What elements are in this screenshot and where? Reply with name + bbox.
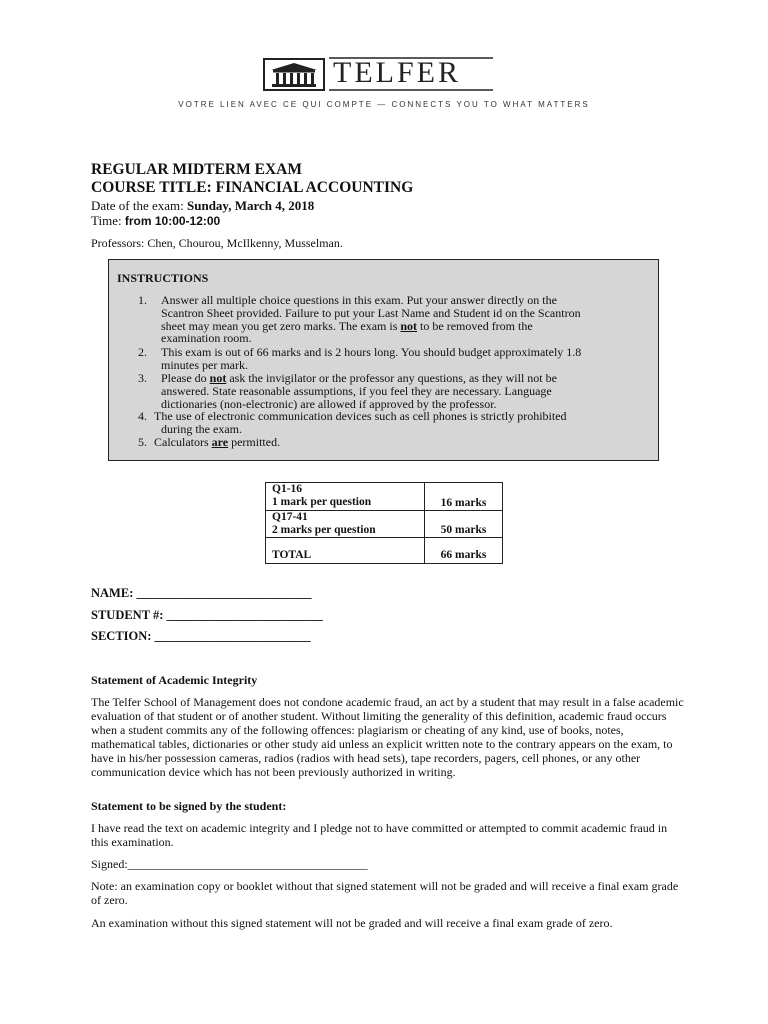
instruction-fragment: to be removed from the bbox=[417, 318, 533, 333]
final-paragraph: An examination without this signed statement will not be graded and will receive a final exam grade of zero. bbox=[91, 916, 613, 930]
integrity-paragraph: The Telfer School of Management does not condone academic fraud, an act by a student that may result in a false academic evaluation of that student or of another student. Without limiting the generality of this definition, academic fraud occurs when a student commits any of the following offences: plagiarism or cheating of any kind, use of books, notes, mathematical tables, dictionaries or other study aid unless an explicit written note to the contrary appears on the exam, to have in his/her possession cameras, radios (radios with head sets), tape recorders, pagers, cell phones, or any other communication device which has not been previously authorized in writing. bbox=[91, 695, 684, 779]
course-title: COURSE TITLE: FINANCIAL ACCOUNTING bbox=[91, 179, 414, 196]
row-sublabel: 1 mark per question bbox=[272, 496, 372, 508]
table-row bbox=[266, 483, 503, 511]
table-cell bbox=[266, 483, 425, 511]
exam-date-value: Sunday, March 4, 2018 bbox=[187, 198, 315, 213]
marks-table bbox=[265, 482, 503, 564]
row-sublabel: 2 marks per question bbox=[272, 524, 376, 536]
name-field[interactable]: NAME: ____________________________ bbox=[91, 586, 312, 600]
table-row bbox=[266, 511, 503, 538]
instruction-text: Scantron Sheet provided. Failure to put your Last Name and Student id on the Scantron bbox=[161, 305, 581, 320]
instruction-text: dictionaries (non-electronic) are allowed if approved by the professor. bbox=[161, 396, 497, 411]
exam-time-value: from 10:00-12:00 bbox=[124, 214, 221, 228]
instruction-number: 3. bbox=[138, 371, 147, 385]
instruction-text bbox=[161, 372, 557, 385]
instruction-text: answered. State reasonable assumptions, if you feel they are necessary. Language bbox=[161, 383, 552, 398]
table-cell: 66 marks bbox=[425, 538, 503, 564]
exam-date bbox=[91, 198, 314, 214]
instruction-text: Answer all multiple choice questions in this exam. Put your answer directly on the bbox=[161, 293, 557, 307]
instructions-title: INSTRUCTIONS bbox=[117, 271, 209, 285]
instruction-text: minutes per mark. bbox=[161, 357, 248, 372]
row-label: Q17-41 bbox=[272, 511, 308, 523]
instruction-text: during the exam. bbox=[161, 421, 242, 436]
table-cell bbox=[266, 511, 425, 538]
instruction-fragment: sheet may mean you get zero marks. The exam is bbox=[161, 318, 401, 333]
emphasis-are: are bbox=[211, 435, 229, 449]
exam-date-label: Date of the exam: bbox=[91, 198, 188, 213]
student-number-field[interactable]: STUDENT #: _________________________ bbox=[91, 608, 323, 622]
emphasis-not: not bbox=[209, 371, 227, 385]
integrity-heading: Statement of Academic Integrity bbox=[91, 673, 258, 687]
instruction-fragment: Calculators bbox=[154, 435, 212, 449]
exam-time bbox=[91, 213, 220, 229]
logo-text: TELFER bbox=[333, 56, 461, 89]
instruction-fragment: permitted. bbox=[228, 435, 281, 449]
note-paragraph: Note: an examination copy or booklet without that signed statement will not be graded and will receive a final exam grade of zero. bbox=[91, 879, 679, 907]
pledge-paragraph: I have read the text on academic integrity and I pledge not to have committed or attempted to commit academic fraud in this examination. bbox=[91, 821, 668, 849]
instruction-number: 1. bbox=[138, 293, 147, 307]
exam-title: REGULAR MIDTERM EXAM bbox=[91, 161, 302, 178]
instruction-fragment: ask the invigilator or the professor any questions, as they will not be bbox=[226, 371, 557, 385]
exam-time-label: Time: bbox=[91, 213, 125, 228]
table-cell: TOTAL bbox=[266, 538, 425, 564]
instruction-text: This exam is out of 66 marks and is 2 hours long. You should budget approximately 1.8 bbox=[161, 345, 582, 359]
tagline: VOTRE LIEN AVEC CE QUI COMPTE — CONNECTS YOU TO WHAT MATTERS bbox=[178, 100, 590, 109]
instruction-fragment: Please do bbox=[161, 371, 210, 385]
professors: Professors: Chen, Chourou, McIlkenny, Musselman. bbox=[91, 236, 343, 250]
emphasis-not: not bbox=[400, 318, 418, 333]
row-label: Q1-16 bbox=[272, 483, 303, 495]
table-row bbox=[266, 538, 503, 564]
sign-heading: Statement to be signed by the student: bbox=[91, 799, 287, 813]
table-cell: 16 marks bbox=[425, 483, 503, 511]
section-field[interactable]: SECTION: _________________________ bbox=[91, 629, 311, 643]
table-cell: 50 marks bbox=[425, 511, 503, 538]
instruction-text: examination room. bbox=[161, 331, 252, 346]
instruction-number: 5. bbox=[138, 435, 147, 449]
instruction-number: 2. bbox=[138, 345, 147, 359]
instruction-text bbox=[154, 436, 280, 449]
signature-line[interactable]: Signed:________________________________________ bbox=[91, 857, 368, 871]
instruction-text: The use of electronic communication devices such as cell phones is strictly prohibited bbox=[154, 409, 567, 423]
instruction-number: 4. bbox=[138, 409, 147, 423]
